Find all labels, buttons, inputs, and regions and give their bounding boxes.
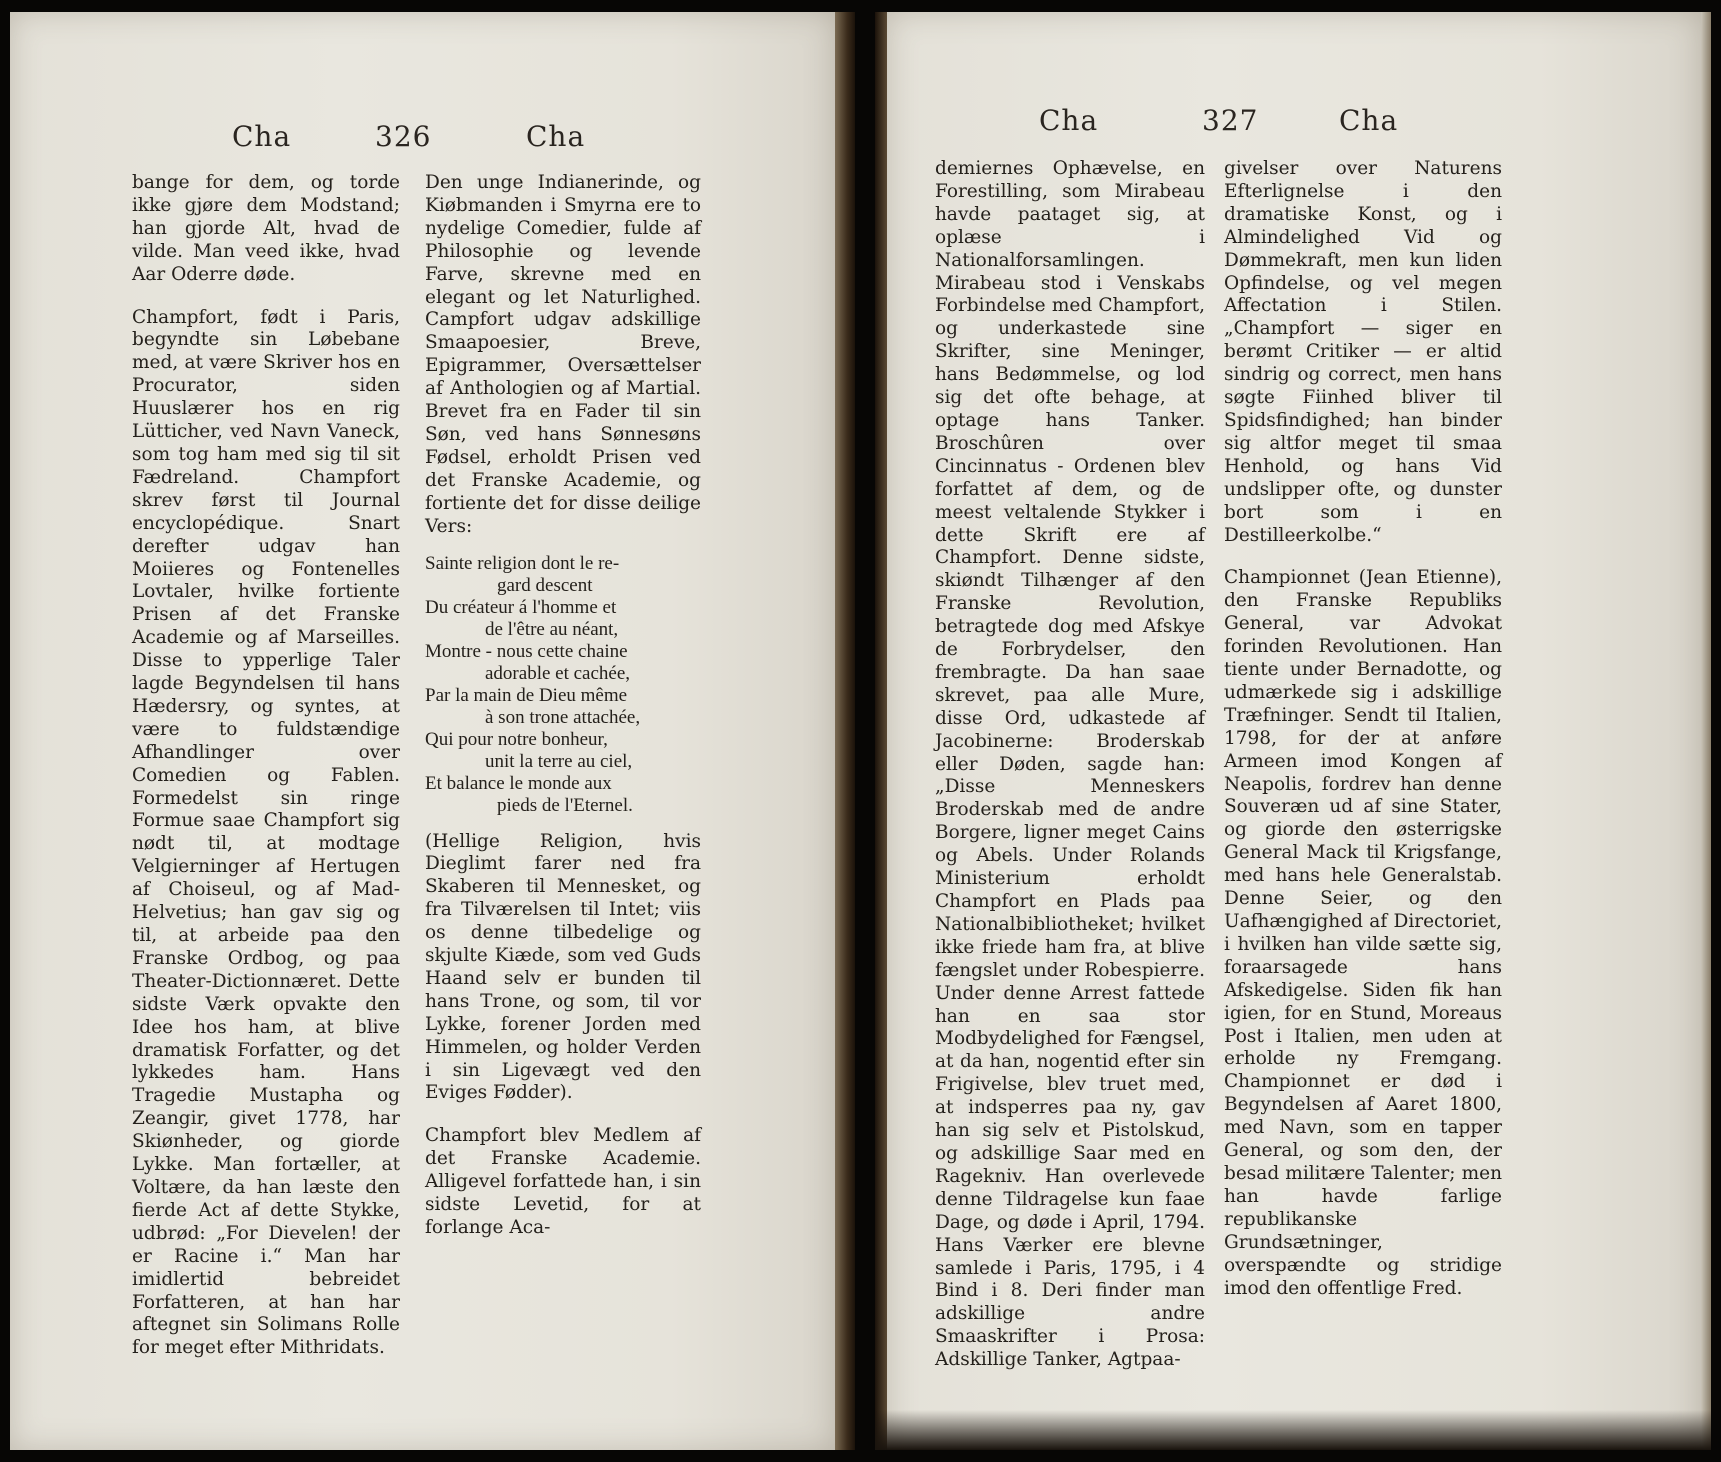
text-column-1 [132, 172, 400, 1360]
verse-line: Par la main de Dieu même [425, 684, 628, 706]
paragraph: Champfort blev Medlem af det Franske Academie. Alligevel forfattede han, i sin sidste Levetid, for at forlange Aca- [425, 1125, 701, 1238]
page-number: 326 [375, 120, 432, 153]
paragraph: Champfort, født i Paris, begyndte sin Løbebane med, at være Skriver hos en Procurator, siden Huuslærer hos en rig Lütticher, ved Navn Vaneck, som tog ham med sig til sit Fædreland. Champfort skrev først til Journal encyclopédique. Snart derefter udgav han Moiieres og Fontenelles Lovtaler, hvilke fortiente Prisen af det Franske Academie og af Marseilles. Disse to ypperlige Taler lagde Begyndelsen til hans Hædersry, og syntes, at være to fuldstændige Afhandlinger over Comedien og Fablen. Formedelst sin ringe Formue saae Champfort sig nødt til, at modtage Velgierninger af Hertugen af Choiseul, og af Mad-Helvetius; han gav sig og til, at arbeide paa den Franske Ordbog, og paa Theater-Dictionnæret. Dette sidste Værk opvakte den Idee hos ham, at blive dramatisk Forfatter, og det lykkedes ham. Hans Tragedie Mustapha og Zeangir, givet 1778, har Skiønheder, og giorde Lykke. Man fortæller, at Voltære, da han læste den fierde Act af dette Stykke, udbrød: „For Dievelen! der er Racine i.“ Man har imidlertid bebreidet Forfatteren, at han har aftegnet sin Solimans Rolle for meget efter Mithridats. [132, 306, 400, 1359]
paragraph: Den unge Indianerinde, og Kiøbmanden i Smyrna ere to nydelige Comedier, fulde af Philosophie og levende Farve, skrevne med en elegant og let Naturlighed. Campfort udgav adskillige Smaapoesier, Breve, Epigrammer, Oversættelser af Anthologien og af Martial. Brevet fra en Fader til sin Søn, ved hans Sønnesøns Fødsel, erholdt Prisen ved det Franske Academie, og fortiente det for disse deilige Vers: [425, 172, 701, 537]
verse-line: Montre - nous cette chaine [425, 640, 628, 662]
right-page-scan [875, 12, 1711, 1450]
page-header [887, 104, 1701, 144]
page-bottom-shadow [875, 1410, 1711, 1450]
header-right-word: Cha [1339, 104, 1399, 137]
right-page [887, 12, 1701, 1450]
page-number: 327 [1202, 104, 1259, 137]
page-fore-edge [1701, 12, 1711, 1450]
paragraph: Championnet (Jean Etienne), den Franske Republiks General, var Advokat forinden Revolutionen. Han tiente under Bernadotte, og udmærkede sig i adskillige Træfninger. Sendt til Italien, 1798, for der at anføre Armeen imod Kongen af Neapolis, fordrev han denne Souveræn ud af sine Stater, og giorde den østerrigske General Mack til Krigsfange, med hans hele Generalstab. Denne Seier, og den Uafhængighed af Directoriet, i hvilken han vilde sætte sig, foraarsagede hans Afskedigelse. Siden fik han igien, for en Stund, Moreaus Post i Italien, men uden at erholde ny Fremgang. Championnet er død i Begyndelsen af Aaret 1800, med Navn, som en tapper General, og som den, der besad militære Talenter; men han havde farlige republikanske Grundsætninger, overspændte og stridige imod den offentlige Fred. [1224, 567, 1502, 1299]
verse-line: gard descent [497, 574, 593, 596]
verse-line: adorable et cachée, [485, 662, 631, 684]
verse-line: de l'être au néant, [485, 618, 619, 640]
text-column-2 [1224, 158, 1502, 1300]
verse-line: unit la terre au ciel, [485, 750, 633, 772]
paragraph: givelser over Naturens Efterlignelse i den dramatiske Konst, og i Almindelighed Vid og Dømmekraft, men kun liden Opfindelse, og vel megen Affectation i Stilen. „Champfort — siger en berømt Critiker — er altid sindrig og correct, men hans søgte Fiinhed bliver til Spidsfindighed; han binder sig altfor meget til smaa Henhold, og hans Vid undslipper ofte, og dunster bort som i en Destilleerkolbe.“ [1224, 158, 1502, 546]
text-column-2 [425, 172, 701, 1240]
verse-line: Et balance le monde aux [425, 772, 612, 794]
verse-line: pieds de l'Eternel. [497, 794, 633, 816]
paragraph: (Hellige Religion, hvis Dieglimt farer ned fra Skaberen til Mennesket, og fra Tilværelsen til Intet; viis os denne tilbedelige og skjulte Kiæde, som ved Guds Haand selv er bunden til hans Trone, og som, til vor Lykke, forener Jorden med Himmelen, og holder Verden i sin Ligevægt ved den Eviges Fødder). [425, 830, 701, 1104]
text-column-1 [935, 158, 1205, 1372]
book-spine-edge [835, 12, 855, 1450]
verse-line: Du créateur á l'homme et [425, 596, 617, 618]
book-gutter-edge [875, 12, 887, 1450]
header-left-word: Cha [1039, 104, 1099, 137]
left-page [10, 12, 835, 1450]
paragraph: demiernes Ophævelse, en Forestilling, som Mirabeau havde paataget sig, at oplæse i Nationalforsamlingen. Mirabeau stod i Venskabs Forbindelse med Champfort, og underkastede sine Skrifter, sine Meninger, hans Bedømmelse, og lod sig det ofte behage, at optage hans Tanker. Broschûren over Cincinnatus - Ordenen blev forfattet af dem, og de meest veltalende Stykker i dette Skrift ere af Champfort. Denne sidste, skiøndt Tilhænger af den Franske Revolution, betragtede dog med Afskye de Forbrydelser, den frembragte. Da han saae skrevet, paa alle Mure, disse Ord, udkastede af Jacobinerne: Broderskab eller Døden, sagde han: „Disse Menneskers Broderskab med de andre Borgere, ligner meget Cains og Abels. Under Rolands Ministerium erholdt Champfort en Plads paa Nationalbibliotheket; hvilket ikke friede ham fra, at blive fængslet under Robespierre. Under denne Arrest fattede han en saa stor Modbydelighed for Fængsel, at da han, nogentid efter sin Frigivelse, blev truet med, at indsperres paa ny, gav han sig selv et Pistolskud, og adskillige Saar med en Ragekniv. Han overlevede denne Tildragelse kun faae Dage, og døde i April, 1794. Hans Værker ere blevne samlede i Paris, 1795, i 4 Bind i 8. Deri finder man adskillige andre Smaaskrifter i Prosa: Adskillige Tanker, Agtpaa- [935, 158, 1205, 1371]
left-page-scan [10, 12, 855, 1450]
verse-line: Sainte religion dont le re- [425, 552, 620, 574]
french-verse [425, 553, 701, 817]
paragraph: bange for dem, og torde ikke gjøre dem Modstand; han gjorde Alt, hvad de vilde. Man veed ikke, hvad Aar Oderre døde. [132, 172, 400, 285]
verse-line: à son trone attachée, [485, 706, 641, 728]
header-left-word: Cha [232, 120, 292, 153]
page-header [10, 120, 835, 160]
header-right-word: Cha [526, 120, 586, 153]
verse-line: Qui pour notre bonheur, [425, 728, 608, 750]
